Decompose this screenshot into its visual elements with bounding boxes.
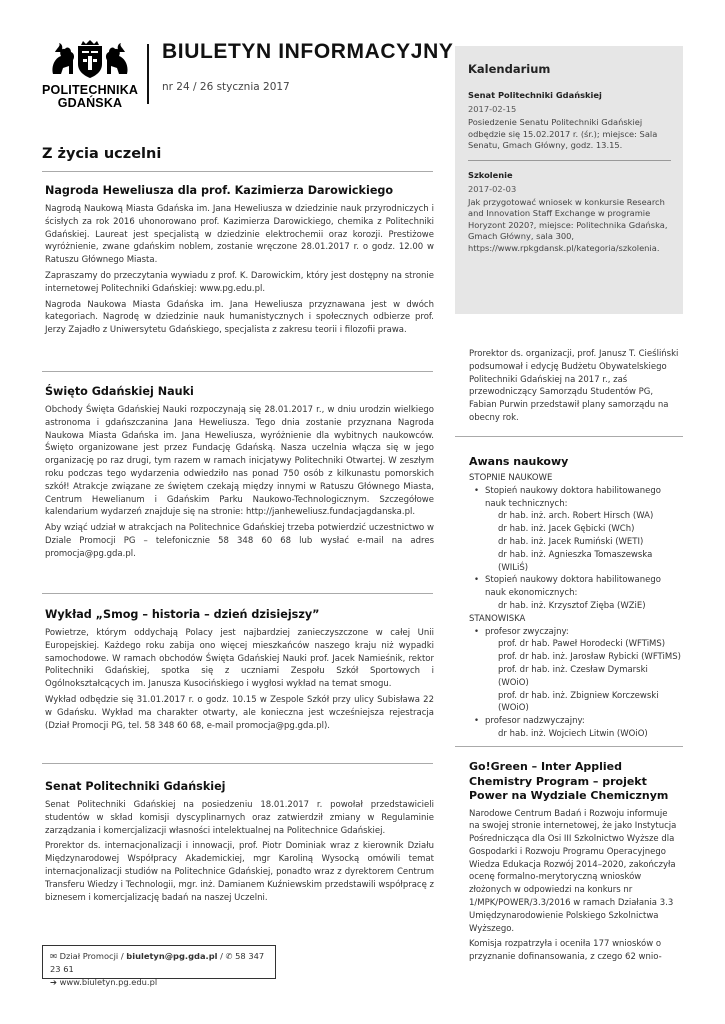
arrow-right-icon: ➔ [50,977,57,987]
awans-subtitle: Stopień naukowy doktora habilitowanego nauk ekonomicznych: [485,575,661,599]
right-divider [455,746,683,747]
article-senat [45,779,434,907]
contact-email-link[interactable]: biuletyn@pg.gda.pl [126,951,218,961]
article-paragraph: Nagroda Naukowa Miasta Gdańska im. Jana Heweliusza przyznawana jest w dwóch kategoriach. Nagrodę w dziedzinie nauk humanistycznych i społecznych odbierze prof. Jerzy Zajadło z Uniwersytetu Gdańskiego, specjalista z zakresu teorii i filozofii prawa. [45,299,434,336]
issue-number-date: nr 24 / 26 stycznia 2017 [162,81,290,93]
awans-subtitle: Stopień naukowy doktora habilitowanego nauk technicznych: [485,485,661,509]
right-divider [455,436,683,437]
awans-person: dr hab. inż. Jacek Gębicki (WCh) [498,524,635,535]
article-paragraph: Zapraszamy do przeczytania wywiadu z prof. K. Darowickim, który jest dostępny na stronie internetowej Politechniki Gdańskiej: www.pg.edu.pl. [45,270,434,294]
contact-dept: Dział Promocji / [59,951,124,961]
awans-section [469,454,681,741]
gogreen-heading: Go!Green – Inter Applied Chemistry Program – projekt Power na Wydziale Chemicznym [469,760,669,802]
awans-person: prof. dr hab. inż. Czesław Dymarski (WOiO) [498,664,648,688]
article-swieto [45,384,434,564]
calendar-title: Kalendarium [468,62,551,76]
article-paragraph: Obchody Święta Gdańskiej Nauki rozpoczynają się 28.01.2017 r., w dniu urodzin wielkiego astronoma i gdańszczanina Jana Heweliusza. Tego dnia zostanie przyznana Nagroda Naukowa Miasta Gdańska im. Jana Heweliusza, wyróżnienie dla wybitnych naukowców. Święto organizowane jest przez Fundację Gdańską. Nasza uczelnia włącza się w jego organizację po raz drugi, tym razem w ramach inicjatywy Politechniki Otwartej. W zeszłym roku podczas tego wydarzenia odwiedziło nas ponad 750 osób z kilkunastu pomorskich szkół! Atrakcje związane ze świętem czekają między innymi w Ratuszu Głównego Miasta, Centrum Hewelianum i Gdańskim Parku Naukowo-Technologicznym. Szczegółowe kalendarium wydarzeń znajduje się na stronie: http://janheweliusz.fundacjagdanska.pl. [45,405,434,518]
awans-person: dr hab. inż. Jacek Rumiński (WETI) [498,536,644,547]
contact-phone: / ✆ 58 347 23 61 [50,951,265,974]
awans-group-label: STANOWISKA [469,613,526,624]
awans-person: prof. dr hab. inż. Zbigniew Korczewski (WOiO) [498,690,659,714]
article-paragraph: Nagrodą Naukową Miasta Gdańska im. Jana Heweliusza w dziedzinie nauk przyrodniczych i ścisłych za rok 2016 uhonorowano prof. Kazimierza Darowickiego, chemika z Politechniki Gdańskiej. Laureat jest specjalistą w dziedzinie elektrochemii oraz korozji. Prestiżowe wyróżnienie, zwane gdańskim noblem, zostanie wręczone 28.01.2017 r. o godz. 12.00 w Ratuszu Głównego Miasta. [45,204,434,266]
awans-list [469,485,681,613]
article-paragraph: Wykład odbędzie się 31.01.2017 r. o godz. 10.15 w Zespole Szkół przy ulicy Subisława 22 w Gdańsku. Wykład ma charakter otwarty, ale konieczna jest wcześniejsza rejestracja (Dział Promocji PG, tel. 58 348 60 68, e-mail promocja@pg.gda.pl). [45,694,434,731]
article-paragraph: Senat Politechniki Gdańskiej na posiedzeniu 18.01.2017 r. powołał przedstawicieli studentów w skład komisji dyscyplinarnych oraz zatwierdził zmiany w Regulaminie zarządzania i komercjalizacji własności intelektualnej na Politechnice Gdańskiej. [45,800,434,836]
gogreen-section [469,760,679,967]
article-heading: Wykład „Smog – historia – dzień dzisiejszy” [45,608,320,621]
awans-person: prof. dr hab. Paweł Horodecki (WFTiMS) [498,639,666,650]
calendar-item-category: Szkolenie [468,169,513,180]
calendar-item-category: Senat Politechniki Gdańskiej [468,90,602,100]
contact-box [42,945,276,987]
bulletin-title: BIULETYN INFORMACYJNY [162,40,454,63]
calendar-item [468,90,671,152]
article-heading: Święto Gdańskiej Nauki [45,385,194,398]
article-divider [42,763,433,764]
awans-list-item [485,485,681,575]
calendar-item-text: Jak przygotować wniosek w konkursie Research and Innovation Staff Exchange w programie Horyzont 2020?, miejsce: Politechnika Gdańska, Gmach Główny, sala 300, https://www.rpkgdansk.pl/kategoria/szkolenia. [468,196,668,253]
awans-list-item [485,574,681,612]
calendar-item [468,170,671,255]
article-paragraph: Aby wziąć udział w atrakcjach na Politechnice Gdańskiej trzeba potwierdzić uczestnictwo w Dziale Promocji PG – telefonicznie 58 348 60 68 lub wysłać e-mail na adres promocja@pg.gda.pl. [45,523,434,559]
header-divider [147,44,149,104]
awans-subtitle: profesor zwyczajny: [485,626,569,637]
senat-continuation: Prorektor ds. organizacji, prof. Janusz T. Cieśliński podsumował i edycję Budżetu Obywatelskiego Politechniki Gdańskiej na 2017 r., zaś przewodniczący Samorządu Studentów PG, Fabian Purwin przedstawił plany samorządu na obecny rok. [469,349,679,423]
article-paragraph: Prorektor ds. internacjonalizacji i innowacji, prof. Piotr Dominiak wraz z kierownik Działu Międzynarodowej Współpracy Akademickiej, mgr Karoliną Wysocką omówili temat internacjonalizacji studiów na Politechnice Gdańskiej, ponadto wraz z dyrektorem Centrum Transferu Wiedzy i Technologii, mgr. inż. Damianem Kuźniewskim przedstawili współpracę z biznesem i komercjalizację badań na naszej Uczelni. [45,841,434,903]
contact-line [50,950,275,976]
awans-heading: Awans naukowy [469,455,569,468]
gogreen-paragraph: Komisja rozpatrzyła i oceniła 177 wniosków o przyznanie dofinansowania, z czego 62 wnio- [469,939,662,963]
awans-subtitle: profesor nadzwyczajny: [485,716,585,727]
awans-list-item [485,715,681,741]
article-heading: Senat Politechniki Gdańskiej [45,780,226,793]
article-heading: Nagroda Heweliusza dla prof. Kazimierza Darowickiego [45,184,394,197]
calendar-item-date: 2017-02-15 [468,104,517,114]
awans-list-item [485,626,681,716]
website-link[interactable]: www.biuletyn.pg.edu.pl [59,977,158,987]
awans-person: dr hab. inż. Krzysztof Zięba (WZiE) [498,600,646,611]
section-divider [42,171,433,172]
article-paragraph: Powietrze, którym oddychają Polacy jest najbardziej zanieczyszczone w całej Unii Europejskiej. Każdego roku zabija ono więcej mieszkańców naszego kraju niż wypadki samochodowe. W ramach obchodów Święta Gdańskiej Nauki prof. Jacek Namieśnik, rektor Politechniki Gdańskiej, spotka się z uczniami Zespołu Szkół Sportowych i Ogólnokształcących im. Janusza Kusocińskiego i wygłosi wykład na temat smogu. [45,628,434,690]
awans-person: dr hab. inż. Agnieszka Tomaszewska (WILiŚ) [498,549,653,573]
institution-name-line2: GDAŃSKA [57,96,123,110]
crest-lions-icon [47,40,133,80]
mail-icon: ✉ [50,951,57,961]
article-heweliusz [45,183,434,340]
section-title: Z życia uczelni [42,146,162,162]
article-divider [42,371,433,372]
gogreen-paragraph: Narodowe Centrum Badań i Rozwoju informuje na swojej stronie internetowej, że jako Instytucja Pośrednicząca dla Osi III Szkolnictwo Wyższe dla Gospodarki i Rozwoju Programu Operacyjnego Wiedza Edukacja Rozwój 2014–2020, zakończyła ocenę formalno-merytoryczną wniosków złożonych w odpowiedzi na konkurs nr 1/MPK/POWER/3.3/2016 w ramach Działania 3.3 Umiędzynarodowienie Polskiego Szkolnictwa Wyższego. [469,808,677,934]
calendar-divider [468,160,671,161]
awans-group-label: STOPNIE NAUKOWE [469,473,553,483]
article-smog [45,607,434,735]
calendar-box [455,46,683,314]
website-line [50,976,275,989]
calendar-item-text: Posiedzenie Senatu Politechniki Gdańskiej odbędzie się 15.02.2017 r. (śr.); miejsce: Sala Senatu, Gmach Główny, godz. 13.15. [468,117,658,150]
institution-name-line1: POLITECHNIKA [42,83,139,97]
institution-logo [42,40,138,110]
article-divider [42,593,433,594]
awans-person: dr hab. inż. Wojciech Litwin (WOiO) [498,728,648,739]
awans-list [469,626,681,741]
awans-person: dr hab. inż. arch. Robert Hirsch (WA) [498,511,654,522]
calendar-item-date: 2017-02-03 [468,183,517,194]
awans-person: prof. dr hab. inż. Jarosław Rybicki (WFTiMS) [498,652,681,663]
